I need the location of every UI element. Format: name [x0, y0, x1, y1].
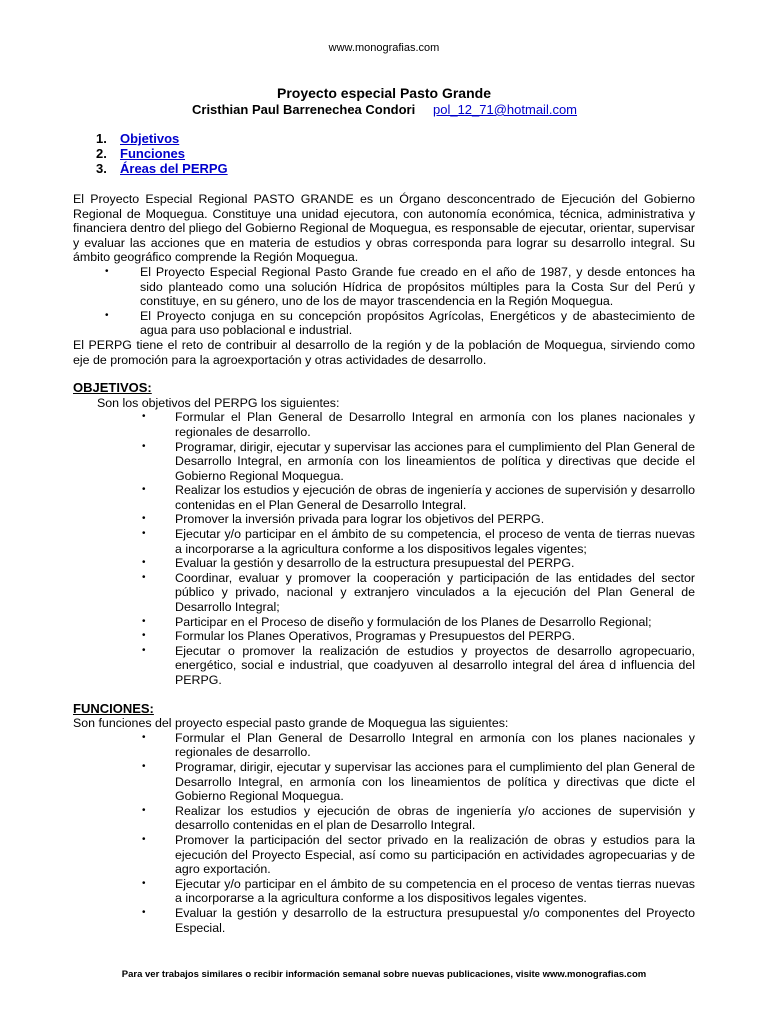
list-item: • Realizar los estudios y ejecución de obras de ingeniería y/o acciones de supervisión y desarrollo contenidas en el plan de Desarrollo Integral. [73, 804, 695, 833]
intro-closing-paragraph: El PERPG tiene el reto de contribuir al desarrollo de la región y de la población de Moquegua, sirviendo como eje de promoción para la agroexportación y otras actividades de desarrollo. [73, 337, 695, 367]
toc-number: 2. [96, 146, 107, 161]
list-item: • El Proyecto Especial Regional Pasto Grande fue creado en el año de 1987, y desde entonces ha sido planteado como una solución Hídrica de propósitos múltiples para la Costa Sur del Perú y constituye, en su género, uno de los de mayor trascendencia en la Región Moquegua. [73, 265, 695, 309]
table-of-contents [96, 131, 228, 176]
funciones-heading: FUNCIONES: [73, 700, 154, 716]
list-item: • Realizar los estudios y ejecución de obras de ingeniería y acciones de supervisión y desarrollo contenidas en el Plan General de Desarrollo Integral. [73, 483, 695, 512]
toc-link-areas[interactable]: Áreas del PERPG [120, 161, 228, 176]
toc-number: 1. [96, 131, 107, 146]
list-item: • Formular los Planes Operativos, Programas y Presupuestos del PERPG. [73, 629, 695, 644]
site-header: www.monografias.com [328, 42, 440, 54]
list-item: • El Proyecto conjuga en su concepción propósitos Agrícolas, Energéticos y de abastecimiento de agua para uso poblacional e industrial. [73, 309, 695, 338]
list-item: • Formular el Plan General de Desarrollo Integral en armonía con los planes nacionales y regionales de desarrollo. [73, 410, 695, 439]
document-body [73, 192, 695, 935]
list-item: • Promover la participación del sector privado en la realización de obras y estudios para la ejecución del Proyecto Especial, así como su participación en actividades agropecuarias y de agro exportación. [73, 833, 695, 877]
toc-item-areas [96, 161, 228, 176]
funciones-list [73, 731, 695, 935]
list-item: • Ejecutar o promover la realización de estudios y proyectos de desarrollo agropecuario, energético, social e industrial, que coadyuven al desarrollo integral del área d influencia del PERPG. [73, 644, 695, 688]
funciones-lead: Son funciones del proyecto especial pasto grande de Moquegua las siguientes: [73, 716, 509, 731]
list-item: • Promover la inversión privada para lograr los objetivos del PERPG. [73, 512, 695, 527]
toc-number: 3. [96, 161, 107, 176]
author-name: Cristhian Paul Barrenechea Condori [192, 102, 416, 117]
objetivos-list [73, 410, 695, 687]
author-email-link[interactable]: pol_12_71@hotmail.com [433, 102, 578, 117]
list-item: • Formular el Plan General de Desarrollo Integral en armonía con los planes nacionales y regionales de desarrollo. [73, 731, 695, 760]
list-item: • Ejecutar y/o participar en el ámbito de su competencia en el proceso de ventas tierras nuevas a incorporarse a la agricultura conforme a los dispositivos legales vigentes. [73, 877, 695, 906]
objetivos-lead: Son los objetivos del PERPG los siguientes: [97, 395, 340, 410]
list-item: • Ejecutar y/o participar en el ámbito de su competencia, el proceso de venta de tierras nuevas a incorporarse a la agricultura conforme a los dispositivos legales vigentes; [73, 527, 695, 556]
toc-item-funciones [96, 146, 228, 161]
page-footer: Para ver trabajos similares o recibir información semanal sobre nuevas publicaciones, visite www.monografias.com [121, 969, 647, 980]
toc-link-funciones[interactable]: Funciones [120, 146, 186, 161]
list-item: • Coordinar, evaluar y promover la cooperación y participación de las entidades del sector público y privado, nacional y extranjero vinculados a la ejecución del Plan General de Desarrollo Integral; [73, 571, 695, 615]
list-item: • Evaluar la gestión y desarrollo de la estructura presupuestal del PERPG. [73, 556, 695, 571]
document-title: Proyecto especial Pasto Grande [277, 85, 491, 101]
list-item: • Programar, dirigir, ejecutar y supervisar las acciones para el cumplimiento del plan General de Desarrollo Integral, en armonía con los lineamientos de política y directivas que dicte el Gobierno Regional Moquegua. [73, 760, 695, 804]
list-item: • Programar, dirigir, ejecutar y supervisar las acciones para el cumplimiento del Plan General de Desarrollo Integral, en armonía con los lineamientos de política y directivas que decide el Gobierno Regional Moquegua. [73, 440, 695, 484]
objetivos-heading: OBJETIVOS: [73, 380, 152, 396]
list-item: • Participar en el Proceso de diseño y formulación de los Planes de Desarrollo Regional; [73, 615, 695, 630]
intro-paragraph: El Proyecto Especial Regional PASTO GRANDE es un Órgano desconcentrado de Ejecución del Gobierno Regional de Moquegua. Constituye una unidad ejecutora, con autonomía económica, técnica, administrativa y financiera dentro del pliego del Gobierno Regional de Moquegua, es responsable de ejecutar, orientar, supervisar y evaluar las acciones que en materia de estudios y obras corresponda para lograr su desarrollo integral. Su ámbito geográfico comprende la Región Moquegua. [73, 192, 695, 265]
toc-item-objetivos [96, 131, 228, 146]
intro-bullet-list [73, 265, 695, 338]
list-item: • Evaluar la gestión y desarrollo de la estructura presupuestal y/o componentes del Proyecto Especial. [73, 906, 695, 935]
toc-link-objetivos[interactable]: Objetivos [120, 131, 180, 146]
